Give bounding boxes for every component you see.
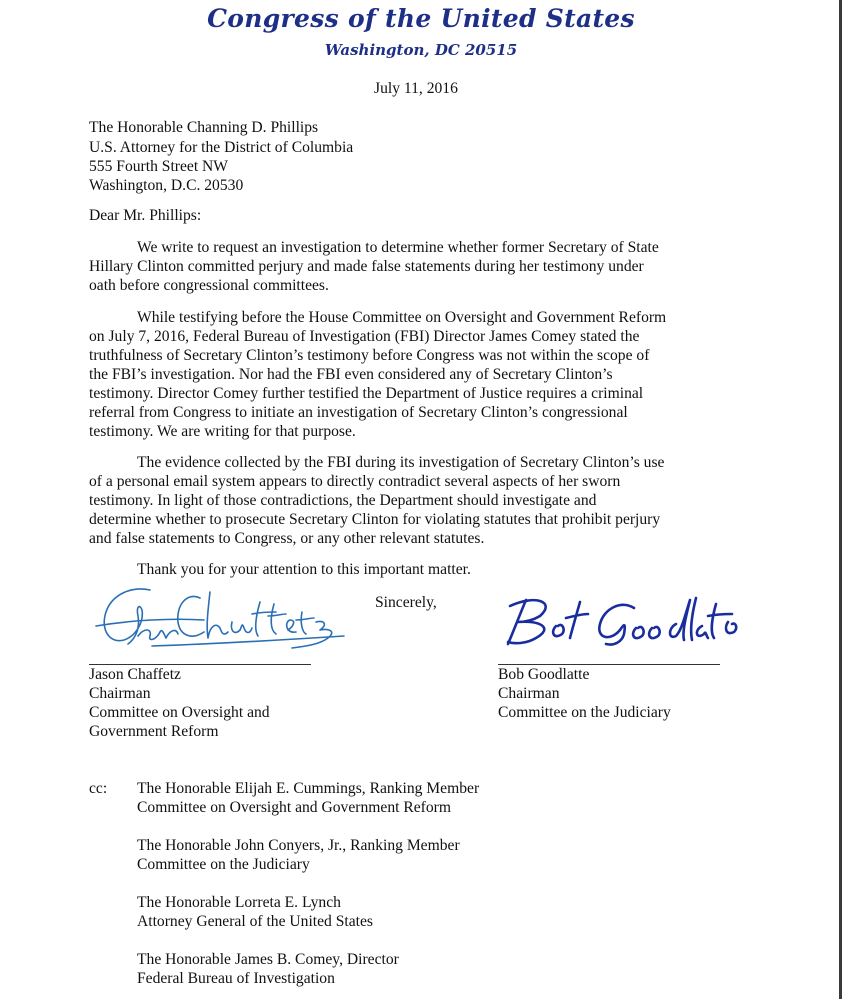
salutation: Dear Mr. Phillips: <box>89 207 202 224</box>
cc-entry-line: Committee on the Judiciary <box>137 856 310 873</box>
cc-entry-line: Federal Bureau of Investigation <box>137 970 335 987</box>
body-line: determine whether to prosecute Secretary Clinton for violating statutes that prohibit perjury <box>89 511 661 528</box>
body-line: testimony. Director Comey further testified the Department of Justice requires a criminal <box>89 385 644 402</box>
signatory-title: Chairman <box>89 685 151 702</box>
cc-entry-line: The Honorable John Conyers, Jr., Ranking Member <box>137 837 460 854</box>
signatory-name: Jason Chaffetz <box>89 666 181 683</box>
body-line: oath before congressional committees. <box>89 277 329 294</box>
letterhead-title: Congress of the United States <box>207 4 635 33</box>
body-line: testimony. In light of those contradictions, the Department should investigate and <box>89 492 597 509</box>
body-line: of a personal email system appears to directly contradict several aspects of her sworn <box>89 473 621 490</box>
body-line: The evidence collected by the FBI during its investigation of Secretary Clinton’s use <box>137 454 665 471</box>
body-line: While testifying before the House Committee on Oversight and Government Reform <box>137 309 667 326</box>
signatory-title: Chairman <box>498 685 560 702</box>
signature-line <box>498 664 720 665</box>
signature-line <box>89 664 311 665</box>
cc-entry-line: The Honorable Lorreta E. Lynch <box>137 894 341 911</box>
cc-entry-line: The Honorable James B. Comey, Director <box>137 951 399 968</box>
chaffetz-signature <box>92 582 347 662</box>
cc-entry-line: The Honorable Elijah E. Cummings, Ranking Member <box>137 780 480 797</box>
body-line: We write to request an investigation to determine whether former Secretary of State <box>137 239 659 256</box>
body-line: the FBI’s investigation. Nor had the FBI even considered any of Secretary Clinton’s <box>89 366 613 383</box>
body-line: on July 7, 2016, Federal Bureau of Investigation (FBI) Director James Comey stated the <box>89 328 640 345</box>
letterhead-address: Washington, DC 20515 <box>324 41 518 59</box>
goodlatte-signature <box>496 592 741 652</box>
body-line: referral from Congress to initiate an investigation of Secretary Clinton’s congressional <box>89 404 628 421</box>
cc-entry-line: Committee on Oversight and Government Reform <box>137 799 451 816</box>
closing: Sincerely, <box>375 594 437 611</box>
body-paragraph-4: Thank you for your attention to this important matter. <box>137 561 471 578</box>
signatory-committee: Committee on the Judiciary <box>498 704 671 721</box>
body-line: truthfulness of Secretary Clinton’s testimony before Congress was not within the scope of <box>89 347 650 364</box>
recipient-line: 555 Fourth Street NW <box>89 158 229 175</box>
body-line: and false statements to Congress, or any other relevant statutes. <box>89 530 485 547</box>
signatory-committee: Committee on Oversight and <box>89 704 270 721</box>
recipient-line: The Honorable Channing D. Phillips <box>89 119 319 136</box>
recipient-line: Washington, D.C. 20530 <box>89 177 244 194</box>
cc-label: cc: <box>89 780 108 797</box>
body-line: Hillary Clinton committed perjury and made false statements during her testimony under <box>89 258 644 275</box>
recipient-line: U.S. Attorney for the District of Columbia <box>89 139 354 156</box>
cc-entry-line: Attorney General of the United States <box>137 913 374 930</box>
signatory-committee: Government Reform <box>89 723 219 740</box>
body-line: testimony. We are writing for that purpose. <box>89 423 356 440</box>
letter-date: July 11, 2016 <box>374 80 458 97</box>
signatory-name: Bob Goodlatte <box>498 666 590 683</box>
